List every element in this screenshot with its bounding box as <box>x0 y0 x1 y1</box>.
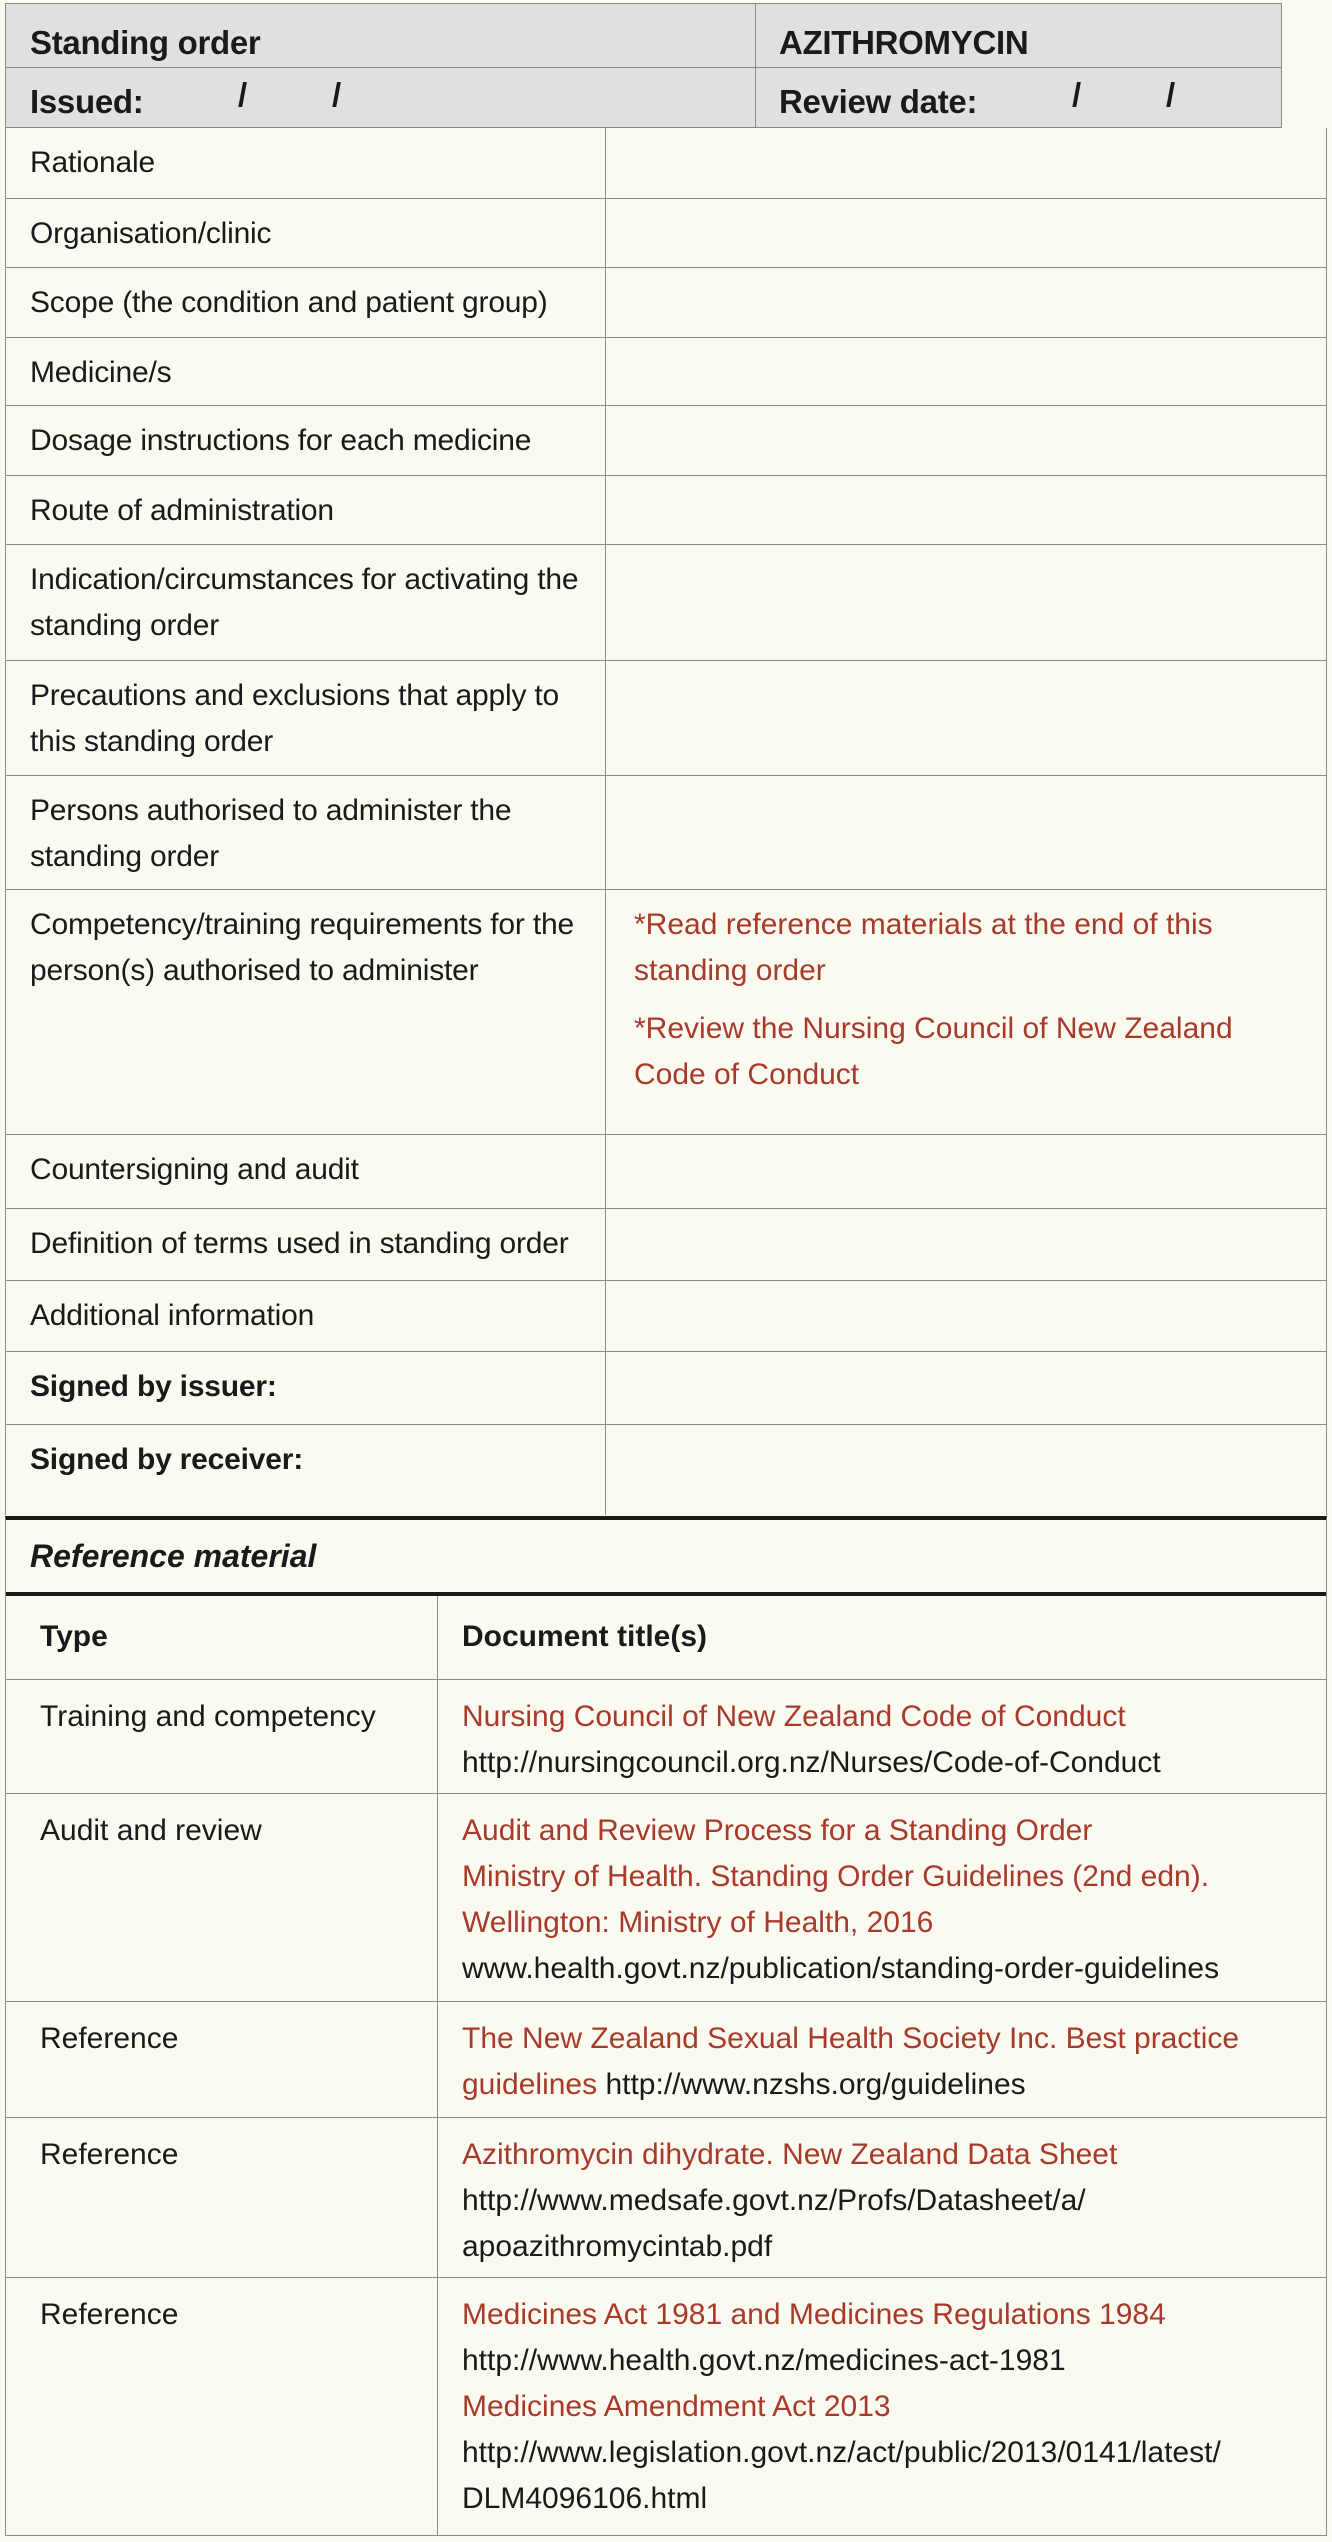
form-value-field[interactable] <box>606 1135 1326 1208</box>
issuer-signature-field[interactable] <box>606 1352 1326 1424</box>
header-divider <box>755 4 756 127</box>
issued-date-slash-2: / <box>332 76 342 113</box>
form-label: Countersigning and audit <box>6 1135 606 1208</box>
reference-type: Audit and review <box>6 1794 438 2001</box>
drug-name: AZITHROMYCIN <box>779 24 1029 61</box>
form-value-field[interactable] <box>606 128 1326 198</box>
reference-doc-title[interactable]: guidelines <box>462 2068 598 2101</box>
standing-order-form <box>5 128 1327 1515</box>
form-label: Signed by receiver: <box>6 1425 606 1515</box>
competency-note-read-reference: *Read reference materials at the end of this standing order <box>634 908 1213 987</box>
form-row-precautions <box>6 661 1326 776</box>
form-value-field[interactable] <box>606 1209 1326 1280</box>
form-value-field[interactable] <box>606 545 1326 660</box>
competency-note-review-code: *Review the Nursing Council of New Zealand Code of Conduct <box>634 1012 1233 1091</box>
reference-row-medicines-act <box>6 2278 1326 2536</box>
reference-documents <box>438 1794 1326 2001</box>
reference-doc-title[interactable]: Azithromycin dihydrate. New Zealand Data Sheet <box>462 2138 1118 2171</box>
standing-order-header <box>5 3 1282 128</box>
reference-url[interactable]: http://www.legislation.govt.nz/act/public/2013/0141/latest/ <box>462 2436 1221 2469</box>
reference-row-datasheet <box>6 2118 1326 2278</box>
form-row-rationale <box>6 128 1326 199</box>
reference-type: Training and competency <box>6 1680 438 1793</box>
form-label: Competency/training requirements for the person(s) authorised to administer <box>6 890 606 1134</box>
reference-row-training <box>6 1680 1326 1794</box>
form-value-field[interactable] <box>606 661 1326 775</box>
form-label: Definition of terms used in standing order <box>6 1209 606 1280</box>
form-row-indication <box>6 545 1326 661</box>
form-value-field[interactable] <box>606 776 1326 889</box>
reference-url[interactable]: http://www.health.govt.nz/medicines-act-1981 <box>462 2344 1066 2377</box>
form-value-field[interactable] <box>606 268 1326 337</box>
form-label: Organisation/clinic <box>6 199 606 267</box>
reference-doc-title[interactable]: Audit and Review Process for a Standing Order <box>462 1814 1093 1847</box>
form-value-field[interactable] <box>606 338 1326 405</box>
reference-url[interactable]: DLM4096106.html <box>462 2482 708 2515</box>
form-row-organisation <box>6 199 1326 268</box>
form-label: Indication/circumstances for activating the standing order <box>6 545 606 660</box>
reference-documents <box>438 1680 1326 1793</box>
reference-type: Reference <box>6 2118 438 2277</box>
form-row-scope <box>6 268 1326 338</box>
reference-url[interactable]: http://www.medsafe.govt.nz/Profs/Datasheet/a/ <box>462 2184 1086 2217</box>
reference-material-heading: Reference material <box>6 1520 1326 1596</box>
reference-type: Reference <box>6 2278 438 2535</box>
reference-type: Reference <box>6 2002 438 2117</box>
reference-doc-title[interactable]: Ministry of Health. Standing Order Guidelines (2nd edn). <box>462 1860 1210 1893</box>
review-date-label: Review date: <box>779 83 978 120</box>
form-value-field[interactable] <box>606 199 1326 267</box>
column-header-document: Document title(s) <box>462 1620 708 1653</box>
reference-documents <box>438 2118 1326 2277</box>
form-row-competency <box>6 890 1326 1135</box>
issued-label: Issued: <box>30 83 144 120</box>
reference-row-audit <box>6 1794 1326 2002</box>
form-value-field[interactable] <box>606 1281 1326 1351</box>
form-value-field[interactable] <box>606 406 1326 475</box>
form-label: Persons authorised to administer the standing order <box>6 776 606 889</box>
reference-table-header <box>6 1596 1326 1680</box>
reference-material-section <box>5 1516 1327 2536</box>
form-value-field[interactable] <box>606 476 1326 544</box>
reference-documents <box>438 2278 1326 2535</box>
reference-url[interactable]: www.health.govt.nz/publication/standing-order-guidelines <box>462 1952 1220 1985</box>
reference-url[interactable]: http://www.nzshs.org/guidelines <box>597 2068 1026 2101</box>
form-row-persons-authorised <box>6 776 1326 890</box>
standing-order-title: Standing order <box>30 24 261 61</box>
reference-row-nzshs <box>6 2002 1326 2118</box>
form-label: Route of administration <box>6 476 606 544</box>
reference-url[interactable]: http://nursingcouncil.org.nz/Nurses/Code-of-Conduct <box>462 1746 1161 1779</box>
reference-doc-title[interactable]: Wellington: Ministry of Health, 2016 <box>462 1906 934 1939</box>
review-date-slash-2: / <box>1166 76 1176 113</box>
form-row-dosage <box>6 406 1326 476</box>
form-label: Scope (the condition and patient group) <box>6 268 606 337</box>
form-row-signed-issuer <box>6 1352 1326 1425</box>
form-label: Rationale <box>6 128 606 198</box>
form-row-medicines <box>6 338 1326 406</box>
reference-doc-title[interactable]: Medicines Amendment Act 2013 <box>462 2390 891 2423</box>
form-label: Dosage instructions for each medicine <box>6 406 606 475</box>
form-label: Medicine/s <box>6 338 606 405</box>
reference-doc-title[interactable]: The New Zealand Sexual Health Society Inc. Best practice <box>462 2022 1240 2055</box>
column-header-type: Type <box>6 1596 438 1679</box>
form-label: Signed by issuer: <box>6 1352 606 1424</box>
receiver-signature-field[interactable] <box>606 1425 1326 1515</box>
form-label: Additional information <box>6 1281 606 1351</box>
form-row-route <box>6 476 1326 545</box>
review-date-slash-1: / <box>1072 76 1082 113</box>
form-row-signed-receiver <box>6 1425 1326 1515</box>
form-row-countersigning <box>6 1135 1326 1209</box>
form-row-definitions <box>6 1209 1326 1281</box>
issued-date-slash-1: / <box>238 76 248 113</box>
reference-url[interactable]: apoazithromycintab.pdf <box>462 2230 773 2263</box>
form-label: Precautions and exclusions that apply to this standing order <box>6 661 606 775</box>
form-row-additional-info <box>6 1281 1326 1352</box>
reference-doc-title[interactable]: Medicines Act 1981 and Medicines Regulations 1984 <box>462 2298 1166 2331</box>
form-value-field[interactable] <box>606 890 1326 1134</box>
reference-doc-title[interactable]: Nursing Council of New Zealand Code of Conduct <box>462 1700 1126 1733</box>
reference-documents <box>438 2002 1326 2117</box>
